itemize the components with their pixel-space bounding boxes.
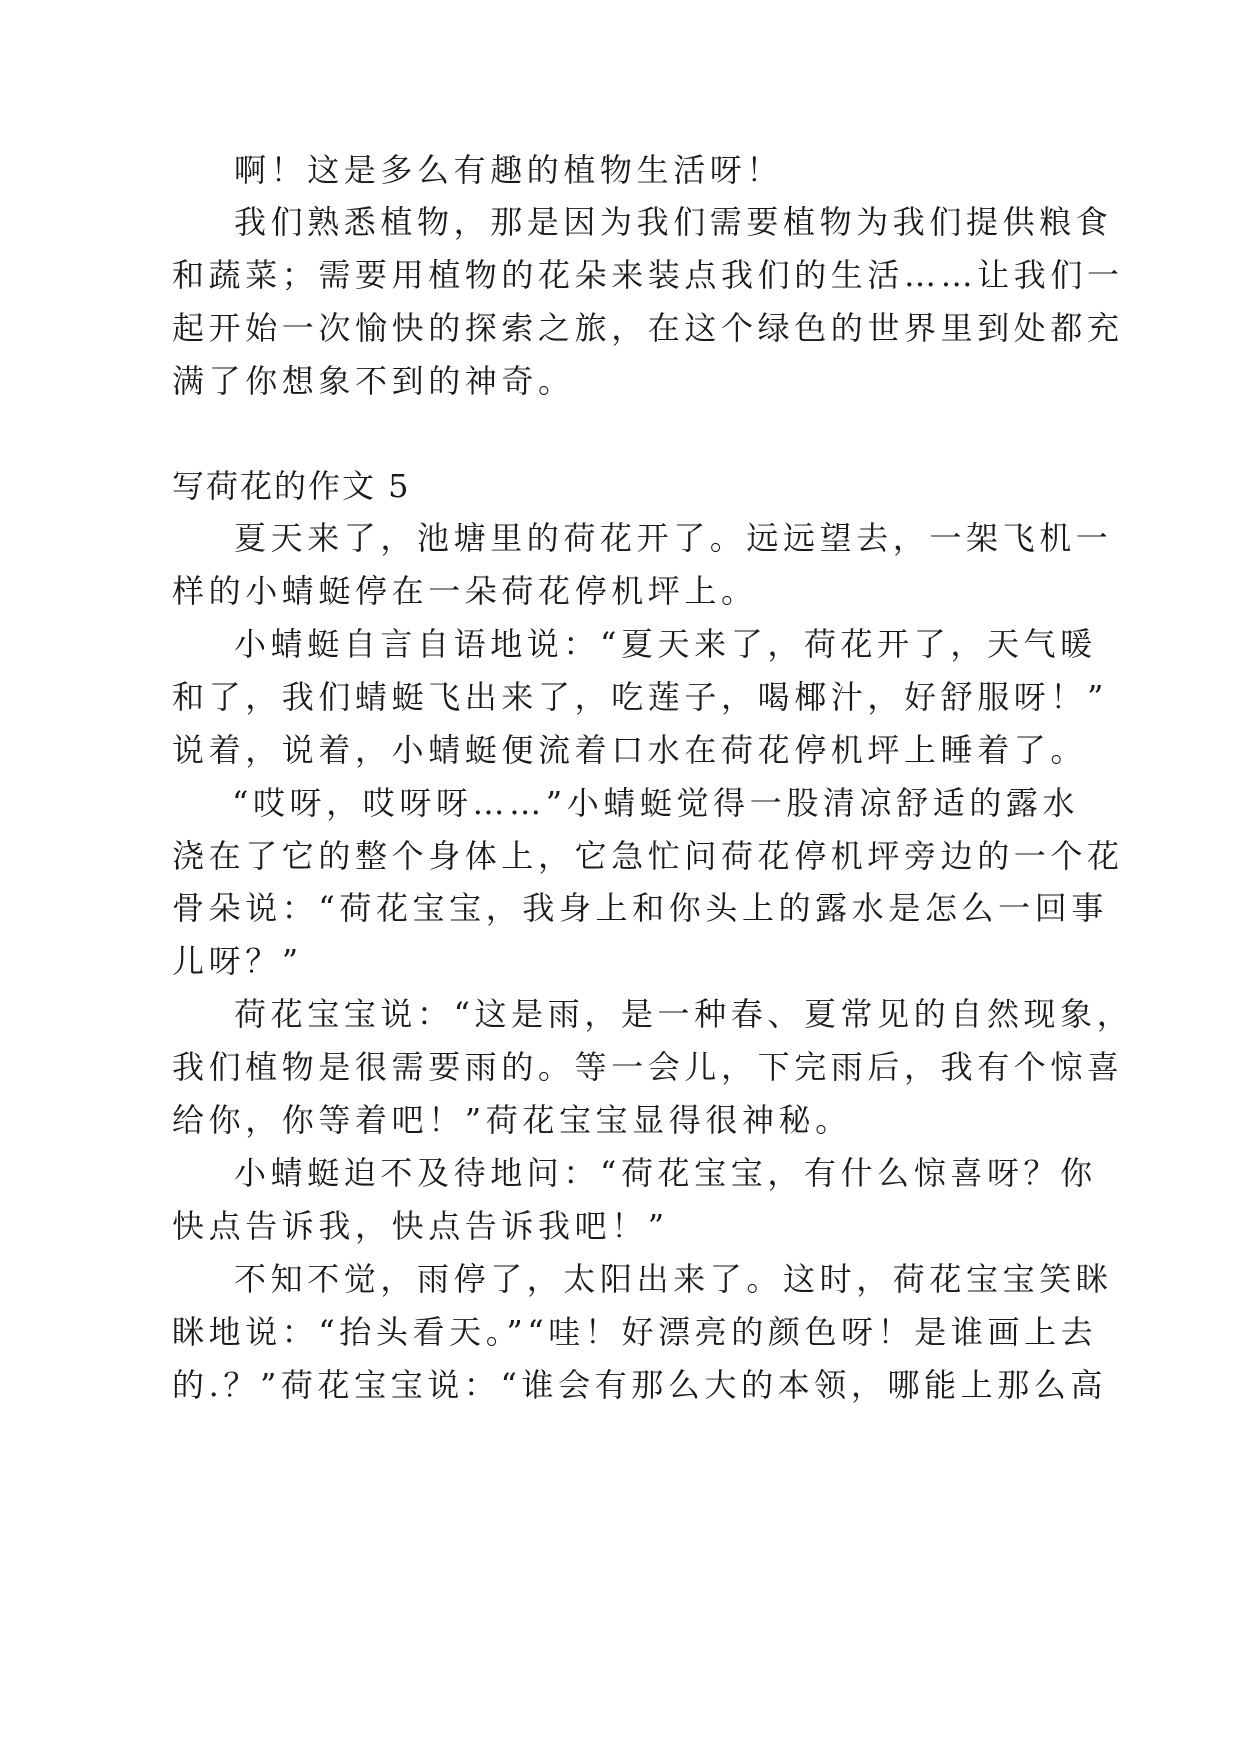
essay-heading: 写荷花的作文 5 <box>172 467 411 505</box>
essay-paragraph-line: 不知不觉，雨停了，太阳出来了。这时，荷花宝宝笑眯 <box>234 1260 1113 1298</box>
essay-paragraph-line: “哎呀，哎呀呀……”小蜻蜓觉得一股清凉舒适的露水 <box>232 784 1080 822</box>
essay-paragraph-line: 夏天来了，池塘里的荷花开了。远远望去，一架飞机一 <box>234 519 1113 557</box>
essay-paragraph-line: 样的小蜻蜓停在一朵荷花停机坪上。 <box>172 572 758 610</box>
essay-paragraph-line: 给你，你等着吧！”荷花宝宝显得很神秘。 <box>172 1101 852 1139</box>
essay-paragraph-line: 儿呀？” <box>172 942 303 980</box>
intro-paragraph-line: 和蔬菜；需要用植物的花朵来装点我们的生活……让我们一 <box>172 256 1124 294</box>
intro-paragraph-line: 我们熟悉植物，那是因为我们需要植物为我们提供粮食 <box>234 203 1113 241</box>
intro-paragraph-line: 满了你想象不到的神奇。 <box>172 362 575 400</box>
essay-paragraph-line: 和了，我们蜻蜓飞出来了，吃莲子，喝椰汁，好舒服呀！” <box>172 678 1108 716</box>
essay-paragraph-line: 的.？”荷花宝宝说：“谁会有那么大的本领，哪能上那么高 <box>172 1366 1108 1404</box>
essay-paragraph-line: 我们植物是很需要雨的。等一会儿，下完雨后，我有个惊喜 <box>172 1048 1124 1086</box>
essay-paragraph-line: 荷花宝宝说：“这是雨，是一种春、夏常见的自然现象， <box>234 995 1134 1033</box>
intro-paragraph-line: 啊！这是多么有趣的植物生活呀！ <box>234 151 784 189</box>
essay-paragraph-line: 说着，说着，小蜻蜓便流着口水在荷花停机坪上睡着了。 <box>172 731 1088 769</box>
essay-paragraph-line: 小蜻蜓自言自语地说：“夏天来了，荷花开了，天气暖 <box>234 625 1097 663</box>
essay-paragraph-line: 快点告诉我，快点告诉我吧！” <box>172 1207 669 1245</box>
essay-paragraph-line: 小蜻蜓迫不及待地问：“荷花宝宝，有什么惊喜呀？你 <box>234 1154 1097 1192</box>
essay-paragraph-line: 骨朵说：“荷花宝宝，我身上和你头上的露水是怎么一回事 <box>172 889 1108 927</box>
intro-paragraph-line: 起开始一次愉快的探索之旅，在这个绿色的世界里到处都充 <box>172 309 1124 347</box>
essay-paragraph-line: 眯地说：“抬头看天。”“哇！好漂亮的颜色呀！是谁画上去 <box>172 1313 1098 1351</box>
essay-paragraph-line: 浇在了它的整个身体上，它急忙问荷花停机坪旁边的一个花 <box>172 837 1124 875</box>
